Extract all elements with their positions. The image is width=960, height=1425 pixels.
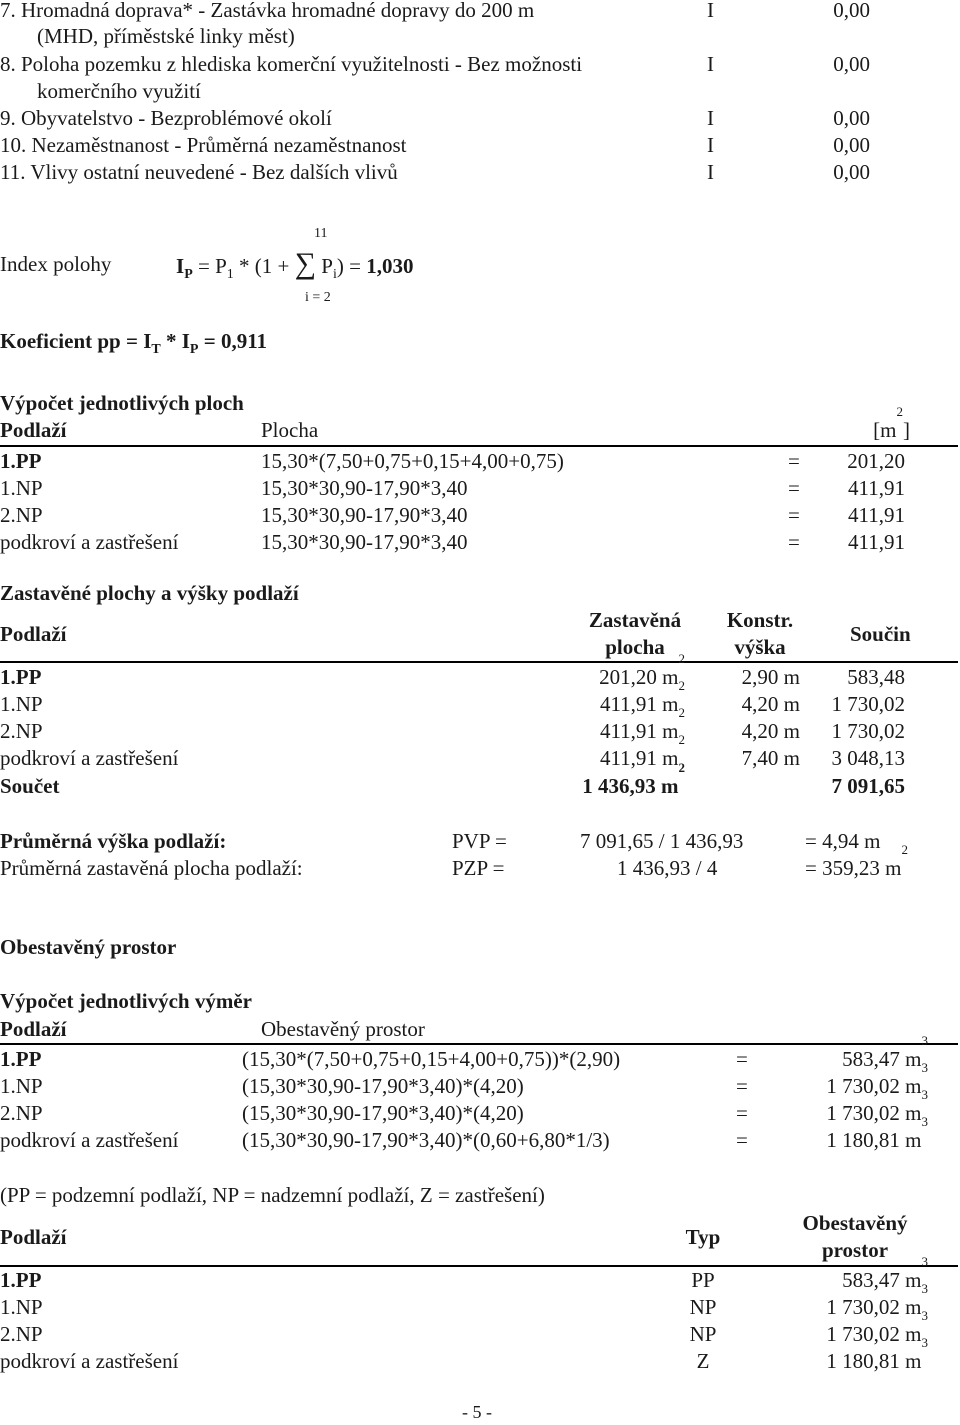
factor-7-class: I <box>707 0 714 22</box>
built-row-1-area: 201,20 $m^2$ <box>599 651 685 689</box>
built-row-4-height: 7,40 m <box>741 746 800 770</box>
built-col-height-1: Konstr. <box>726 608 794 632</box>
coefficient-line <box>0 329 268 357</box>
summary-row-2-value: 1 730,02 $m^3$ <box>826 1281 928 1319</box>
volume-row-3-eq: = <box>736 1101 748 1125</box>
areas-row-2-formula: 15,30*30,90-17,90*3,40 <box>261 476 468 500</box>
volume-row-3-formula: (15,30*30,90-17,90*3,40)*(4,20) <box>242 1101 524 1125</box>
areas-row-1-formula: 15,30*(7,50+0,75+0,15+4,00+0,75) <box>261 449 564 473</box>
factor-7-line1: 7. Hromadná doprava* - Zastávka hromadné dopravy do 200 m <box>0 0 535 22</box>
summary-header-rule <box>0 1265 958 1267</box>
coef-label: Koeficient pp = I <box>0 329 152 353</box>
areas-row-4-floor: podkroví a zastřešení <box>0 530 179 554</box>
coef-result: = 0,911 <box>198 329 268 353</box>
factor-7-line2: (MHD, příměstské linky měst) <box>37 24 295 48</box>
index-eq-end: ) = <box>336 254 367 278</box>
volume-row-1-floor: 1.PP <box>0 1047 42 1071</box>
factor-8-value: 0,00 <box>833 52 870 76</box>
index-label: Index polohy <box>0 252 112 276</box>
volume-row-2-formula: (15,30*30,90-17,90*3,40)*(4,20) <box>242 1074 524 1098</box>
built-row-3-area: 411,91 $m^2$ <box>599 705 685 743</box>
sum-lower-limit: i = 2 <box>305 290 331 305</box>
factor-7-value: 0,00 <box>833 0 870 22</box>
coef-sub-p: P <box>189 342 199 357</box>
areas-col-floor: Podlaží <box>0 418 67 442</box>
areas-row-2-floor: 1.NP <box>0 476 43 500</box>
areas-row-3-value: 411,91 <box>848 503 905 527</box>
volume-row-3-floor: 2.NP <box>0 1101 43 1125</box>
avg-area-calc: 1 436,93 / 4 <box>617 856 718 880</box>
coef-mid: * I <box>160 329 190 353</box>
volume-row-1-value: 583,47 $m^3$ <box>842 1033 928 1071</box>
summary-row-3-floor: 2.NP <box>0 1322 43 1346</box>
summary-row-3-type: NP <box>689 1322 717 1346</box>
built-col-product: Součin <box>850 622 911 646</box>
avg-height-result: = 4,94 m <box>805 829 881 853</box>
summary-col-type: Typ <box>685 1225 721 1249</box>
built-row-1-product: 583,48 <box>847 665 905 689</box>
summary-row-2-type: NP <box>689 1295 717 1319</box>
summary-col-floor: Podlaží <box>0 1225 67 1249</box>
built-row-2-area: 411,91 $m^2$ <box>599 678 685 716</box>
areas-row-4-value: 411,91 <box>848 530 905 554</box>
summary-row-1-value: 583,47 $m^3$ <box>842 1254 928 1292</box>
built-header-rule <box>0 661 958 663</box>
areas-row-3-formula: 15,30*30,90-17,90*3,40 <box>261 503 468 527</box>
built-col-area-1: Zastavěná <box>588 608 682 632</box>
index-eq-start: = P <box>192 254 227 278</box>
avg-height-code: PVP = <box>452 829 507 853</box>
built-col-floor: Podlaží <box>0 622 67 646</box>
areas-heading: Výpočet jednotlivých ploch <box>0 391 244 415</box>
coef-sub-t: T <box>151 342 161 357</box>
summary-row-4-type: Z <box>696 1349 710 1373</box>
built-col-area-2: plocha <box>605 635 665 659</box>
factor-8-line2: komerčního využití <box>37 79 201 103</box>
factor-11-line1: 11. Vlivy ostatní neuvedené - Bez dalších vlivů <box>0 160 398 184</box>
areas-row-1-eq: = <box>788 449 800 473</box>
built-row-3-floor: 2.NP <box>0 719 43 743</box>
factor-8-class: I <box>707 52 714 76</box>
built-row-1-floor: 1.PP <box>0 665 42 689</box>
avg-height-calc: 7 091,65 / 1 436,93 <box>580 829 744 853</box>
volume-row-2-value: 1 730,02 $m^3$ <box>826 1060 928 1098</box>
built-col-height-2: výška <box>734 635 786 659</box>
summary-row-3-value: 1 730,02 $m^3$ <box>826 1308 928 1346</box>
factor-9-class: I <box>707 106 714 130</box>
built-row-4-area: 411,91 $m^2$ <box>599 732 685 770</box>
built-row-2-product: 1 730,02 <box>831 692 905 716</box>
built-total-label: Součet <box>0 774 60 798</box>
built-heading: Zastavěné plochy a výšky podlaží <box>0 581 299 605</box>
factor-11-class: I <box>707 160 714 184</box>
volume-row-2-eq: = <box>736 1074 748 1098</box>
sigma-symbol: ∑ <box>294 247 317 280</box>
index-equation <box>176 247 414 282</box>
volume-col-volume: Obestavěný prostor <box>261 1017 425 1041</box>
summary-col-volume-2: prostor <box>821 1238 889 1262</box>
volume-row-3-value: 1 730,02 $m^3$ <box>826 1087 928 1125</box>
index-lhs: I <box>176 254 185 278</box>
volume-row-1-eq: = <box>736 1047 748 1071</box>
summary-row-4-floor: podkroví a zastřešení <box>0 1349 179 1373</box>
volume-heading: Výpočet jednotlivých výměr <box>0 989 252 1013</box>
summary-row-1-type: PP <box>691 1268 715 1292</box>
avg-height-label: Průměrná výška podlaží: <box>0 829 227 853</box>
volume-legend: (PP = podzemní podlaží, NP = nadzemní podlaží, Z = zastřešení) <box>0 1183 545 1207</box>
areas-row-4-eq: = <box>788 530 800 554</box>
built-row-3-height: 4,20 m <box>741 719 800 743</box>
index-pi-sub: i <box>332 267 337 282</box>
avg-area-label: Průměrná zastavěná plocha podlaží: <box>0 856 303 880</box>
avg-area-code: PZP = <box>452 856 505 880</box>
built-total-product: 7 091,65 <box>831 774 905 798</box>
index-eq-mid: * (1 + <box>233 254 295 278</box>
built-row-4-floor: podkroví a zastřešení <box>0 746 179 770</box>
index-lhs-sub: P <box>184 267 193 282</box>
volume-row-4-floor: podkroví a zastřešení <box>0 1128 179 1152</box>
factor-10-value: 0,00 <box>833 133 870 157</box>
index-pi: P <box>316 254 333 278</box>
built-row-2-floor: 1.NP <box>0 692 43 716</box>
factor-10-class: I <box>707 133 714 157</box>
volume-col-floor: Podlaží <box>0 1017 67 1041</box>
areas-row-4-formula: 15,30*30,90-17,90*3,40 <box>261 530 468 554</box>
index-p1-sub: 1 <box>226 267 234 282</box>
built-row-3-product: 1 730,02 <box>831 719 905 743</box>
built-row-2-height: 4,20 m <box>741 692 800 716</box>
volume-row-4-formula: (15,30*30,90-17,90*3,40)*(0,60+6,80*1/3) <box>242 1128 610 1152</box>
areas-row-1-value: 201,20 <box>847 449 905 473</box>
volume-row-4-eq: = <box>736 1128 748 1152</box>
areas-row-1-floor: 1.PP <box>0 449 42 473</box>
summary-col-volume-1: Obestavěný <box>802 1211 908 1235</box>
page-number: - 5 - <box>462 1402 492 1422</box>
index-result: 1,030 <box>366 254 414 278</box>
summary-row-2-floor: 1.NP <box>0 1295 43 1319</box>
areas-col-unit: $[m^2]$ <box>873 404 910 442</box>
built-row-4-product: 3 048,13 <box>831 746 905 770</box>
volume-row-4-value: 1 180,81 $m^3$ <box>826 1114 928 1152</box>
built-total-area: 1 436,93 $m^2$ <box>582 760 685 798</box>
areas-row-2-eq: = <box>788 476 800 500</box>
avg-area-result: = 359,23 $m^2$ <box>805 842 908 880</box>
built-row-1-height: 2,90 m <box>741 665 800 689</box>
volume-row-2-floor: 1.NP <box>0 1074 43 1098</box>
areas-row-3-eq: = <box>788 503 800 527</box>
factor-8-line1: 8. Poloha pozemku z hlediska komerční využitelnosti - Bez možnosti <box>0 52 583 76</box>
areas-row-3-floor: 2.NP <box>0 503 43 527</box>
factor-9-value: 0,00 <box>833 106 870 130</box>
areas-row-2-value: 411,91 <box>848 476 905 500</box>
volume-title: Obestavěný prostor <box>0 935 177 959</box>
factor-11-value: 0,00 <box>833 160 870 184</box>
summary-row-1-floor: 1.PP <box>0 1268 42 1292</box>
factor-9-line1: 9. Obyvatelstvo - Bezproblémové okolí <box>0 106 332 130</box>
areas-header-rule <box>0 445 958 447</box>
volume-header-rule <box>0 1043 958 1045</box>
areas-col-area: Plocha <box>261 418 319 442</box>
summary-row-4-value: 1 180,81 $m^3$ <box>826 1335 928 1373</box>
factor-10-line1: 10. Nezaměstnanost - Průměrná nezaměstnanost <box>0 133 407 157</box>
sum-upper-limit: 11 <box>314 226 328 241</box>
volume-row-1-formula: (15,30*(7,50+0,75+0,15+4,00+0,75))*(2,90) <box>242 1047 621 1071</box>
